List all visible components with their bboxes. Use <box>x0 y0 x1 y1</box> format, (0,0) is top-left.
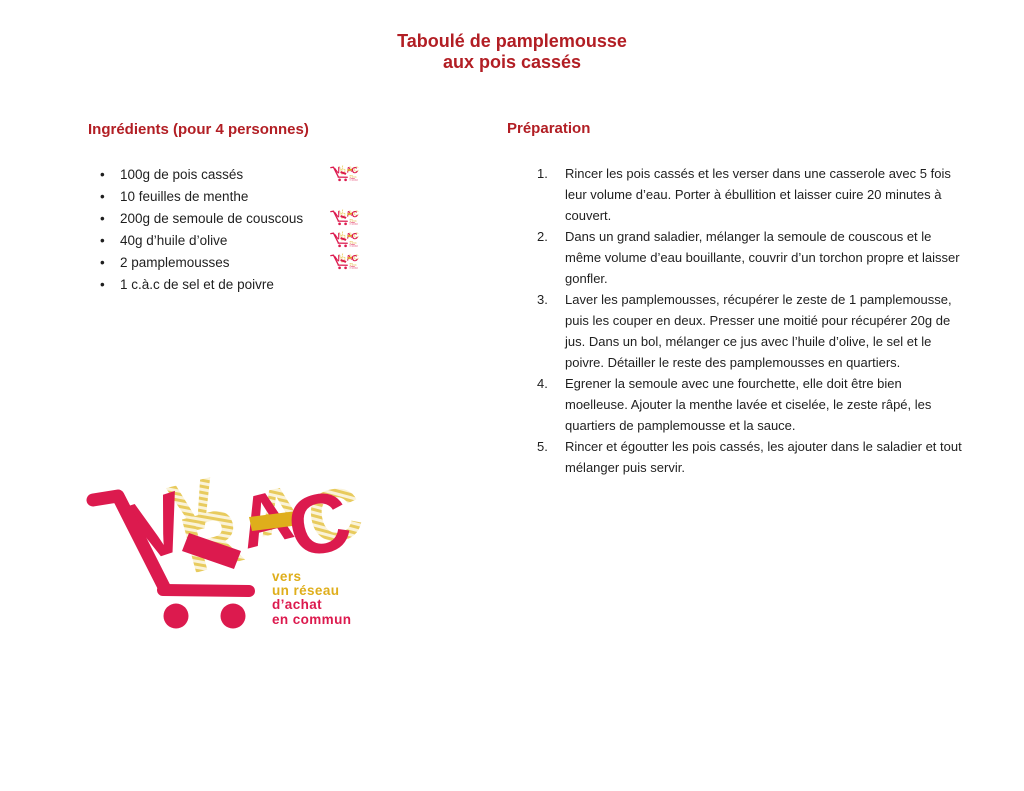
ingredient-item <box>100 274 400 296</box>
step-number: 5. <box>537 439 548 454</box>
step-text: Egrener la semoule avec une fourchette, elle doit être bien moelleuse. Ajouter la menthe lavée et ciselée, le zeste râpé, les quartiers de pamplemousse et la sauce. <box>565 376 932 433</box>
step-number: 1. <box>537 166 548 181</box>
preparation-step <box>537 373 967 436</box>
step-text: Rincer et égoutter les pois cassés, les ajouter dans le saladier et tout mélanger puis servir. <box>565 439 962 475</box>
ingredient-item <box>100 230 400 252</box>
bullet-icon: • <box>100 211 105 226</box>
vrac-mini-logo-icon <box>330 165 360 183</box>
vrac-mini-logo-icon <box>330 253 360 271</box>
ingredient-item <box>100 164 400 186</box>
preparation-step <box>537 436 967 478</box>
step-text: Rincer les pois cassés et les verser dans une casserole avec 5 fois leur volume d’eau. Porter à ébullition et laisser cuire 20 minutes à couvert. <box>565 166 951 223</box>
ingredient-item <box>100 208 400 230</box>
ingredients-heading: Ingrédients (pour 4 personnes) <box>88 121 309 138</box>
ingredient-text: 10 feuilles de menthe <box>120 189 249 204</box>
step-number: 4. <box>537 376 548 391</box>
ingredient-item <box>100 186 400 208</box>
ingredient-text: 40g d’huile d’olive <box>120 233 228 248</box>
recipe-title-line2: aux pois cassés <box>442 52 582 72</box>
ingredient-text: 2 pamplemousses <box>120 255 230 270</box>
preparation-steps <box>537 163 967 478</box>
ingredient-text: 200g de semoule de couscous <box>120 211 304 226</box>
bullet-icon: • <box>100 189 105 204</box>
bullet-icon: • <box>100 233 105 248</box>
ingredient-text: 100g de pois cassés <box>120 167 244 182</box>
bullet-icon: • <box>100 277 105 292</box>
preparation-step <box>537 163 967 226</box>
recipe-title-line1: Taboulé de pamplemousse <box>397 31 627 51</box>
ingredients-list <box>100 164 400 296</box>
recipe-title <box>0 31 1024 73</box>
step-number: 2. <box>537 229 548 244</box>
step-text: Laver les pamplemousses, récupérer le zeste de 1 pamplemousse, puis les couper en deux. Presser une moitié pour récupérer 20g de jus. Dans un bol, mélanger ce jus avec l’huile d’olive, le sel et le poivre. Détailler le reste des pamplemousses en quartiers. <box>565 292 952 370</box>
bullet-icon: • <box>100 167 105 182</box>
preparation-step <box>537 289 967 373</box>
vrac-logo <box>85 477 370 644</box>
bullet-icon: • <box>100 255 105 270</box>
step-text: Dans un grand saladier, mélanger la semoule de couscous et le même volume d’eau bouillante, couvrir d’un torchon propre et laisser gonfler. <box>565 229 960 286</box>
vrac-mini-logo-icon <box>330 209 360 227</box>
vrac-mini-logo-icon <box>330 231 360 249</box>
ingredient-item <box>100 252 400 274</box>
preparation-heading: Préparation <box>507 120 591 137</box>
preparation-step <box>537 226 967 289</box>
ingredient-text: 1 c.à.c de sel et de poivre <box>120 277 274 292</box>
step-number: 3. <box>537 292 548 307</box>
